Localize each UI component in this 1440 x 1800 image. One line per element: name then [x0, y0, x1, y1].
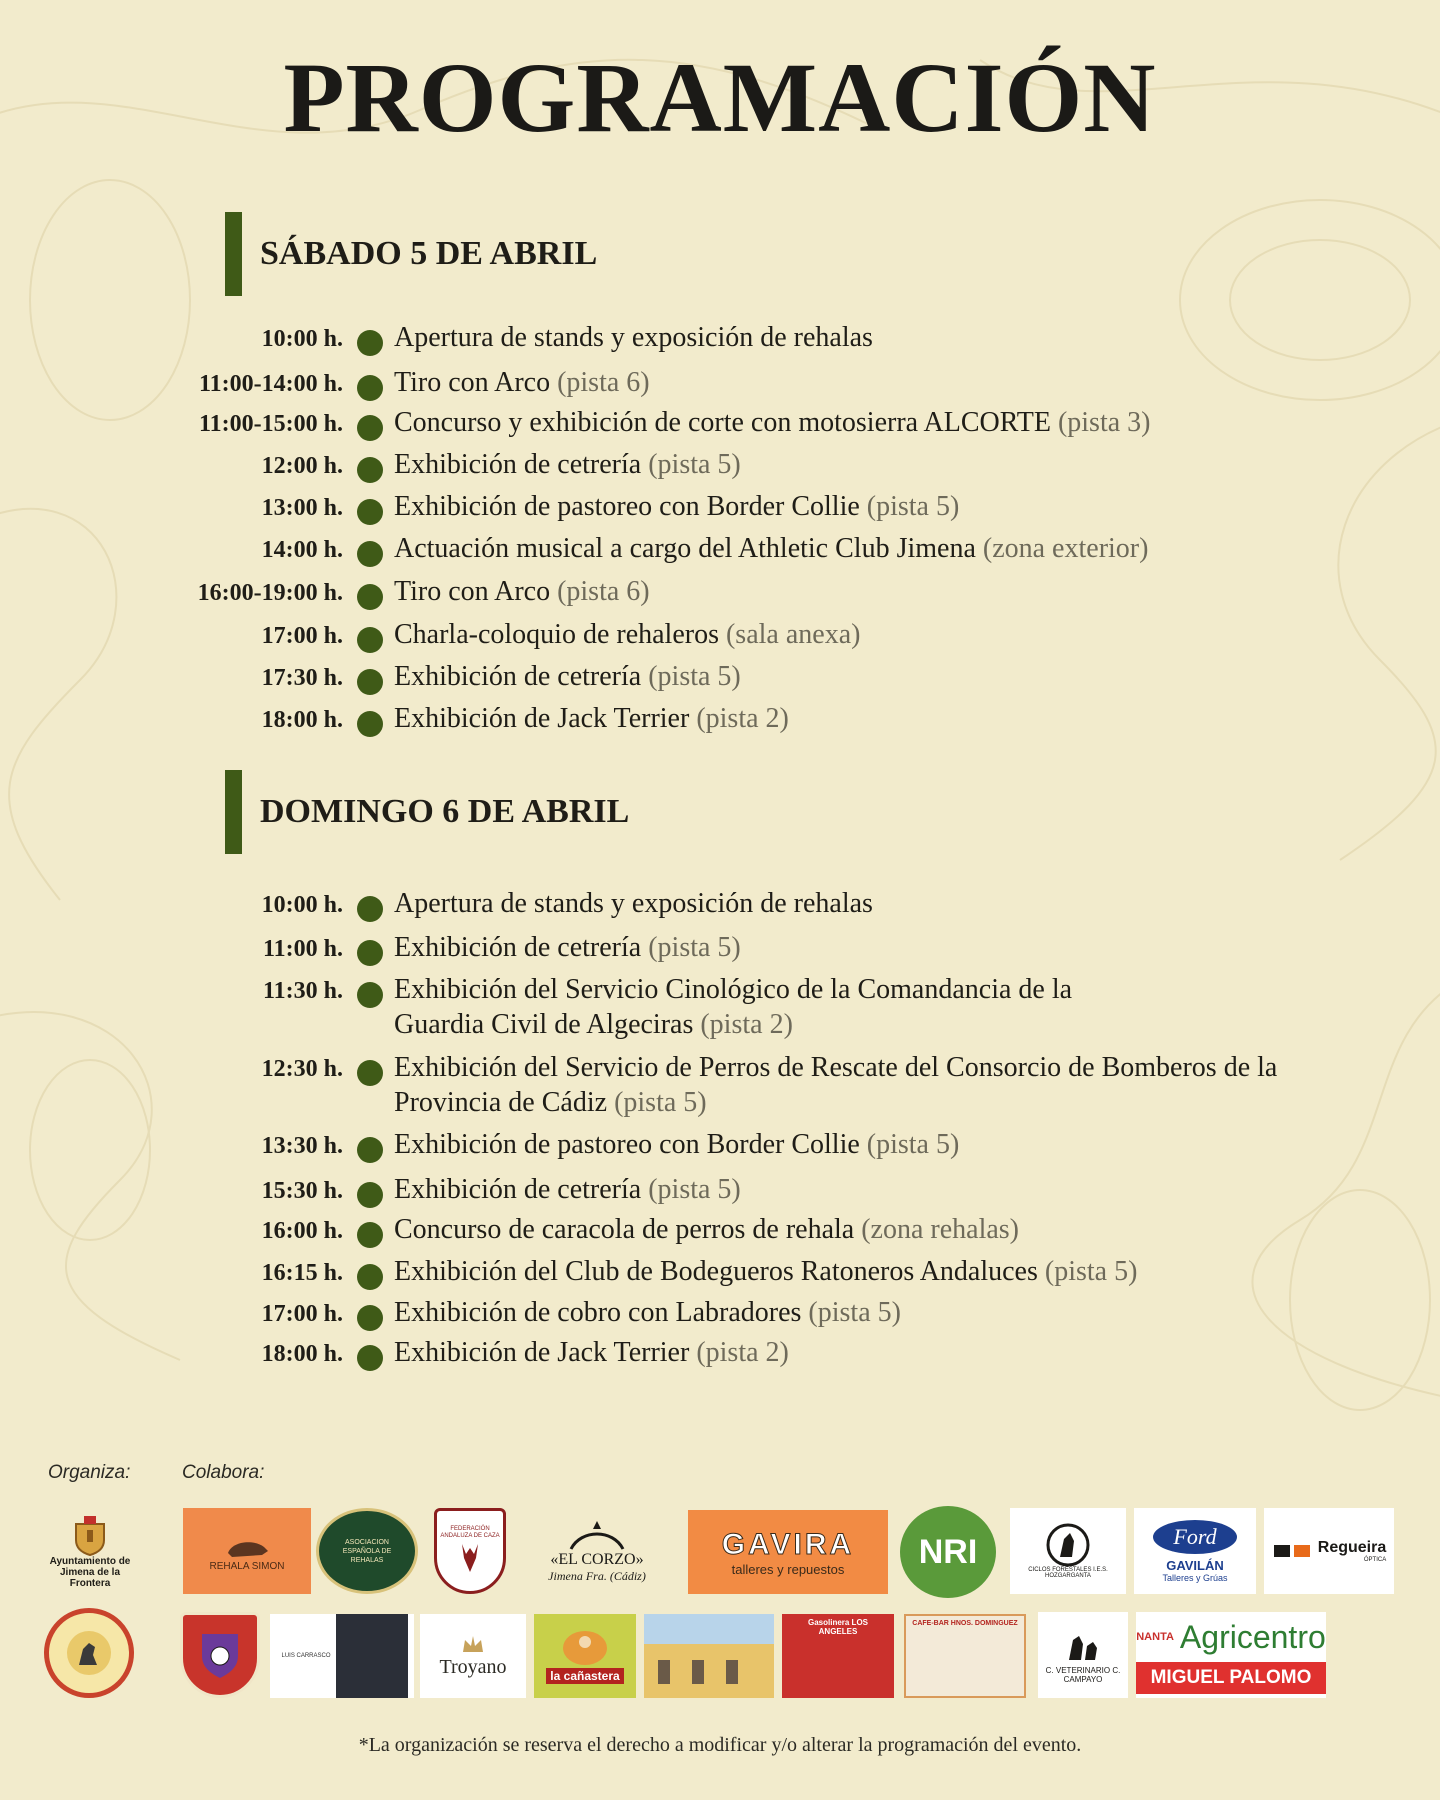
event-title: Actuación musical a cargo del Athletic Club Jimena — [394, 533, 976, 564]
event-venue: (pista 2) — [700, 1009, 793, 1040]
club-shield-logo — [180, 1612, 260, 1698]
rehala-simon-text: REHALA SIMON — [209, 1560, 285, 1572]
troyano-logo — [420, 1614, 526, 1698]
perro-caza-seal-logo — [44, 1608, 134, 1698]
crest-icon — [73, 1514, 107, 1556]
ford-sub: GAVILÁN — [1166, 1557, 1224, 1573]
event-venue: (pista 5) — [648, 932, 741, 963]
schedule-row — [0, 1254, 1440, 1294]
event-title: Apertura de stands y exposición de rehalas — [394, 322, 873, 353]
day-header-sunday — [225, 770, 629, 854]
event-time: 13:00 h. — [261, 495, 343, 521]
event-title: Exhibición de cetrería — [394, 1174, 642, 1205]
bullet-dot — [357, 940, 383, 966]
cafe-bar-logo — [904, 1614, 1026, 1698]
nri-logo — [900, 1506, 996, 1598]
canastera-text: la cañastera — [546, 1668, 623, 1684]
la-canastera-logo — [534, 1614, 636, 1698]
schedule-row — [0, 1172, 1440, 1212]
schedule-row — [0, 1335, 1440, 1375]
event-title: Exhibición de cetrería — [394, 449, 642, 480]
regueira-logo — [1264, 1508, 1394, 1594]
schedule-row — [0, 659, 1440, 699]
event-text — [394, 1254, 1137, 1289]
cafe-bar-text: CAFE-BAR HNOS. DOMINGUEZ — [912, 1620, 1018, 1627]
bullet-dot — [357, 627, 383, 653]
gavira-logo — [688, 1510, 888, 1594]
event-venue: (sala anexa) — [725, 619, 861, 650]
schedule-row — [0, 617, 1440, 657]
event-text — [394, 574, 650, 609]
bullet-dot — [357, 415, 383, 441]
deer-icon — [450, 1540, 490, 1576]
event-time: 18:00 h. — [261, 1341, 343, 1367]
event-venue: (pista 2) — [696, 1337, 789, 1368]
day-accent-bar — [225, 770, 242, 854]
event-title: Exhibición del Servicio de Perros de Rescate del Consorcio de Bomberos de la — [394, 1052, 1278, 1083]
event-text — [394, 405, 1150, 440]
rehala-simon-logo — [183, 1508, 311, 1594]
pets-icon — [1063, 1626, 1103, 1666]
federacion-caza-logo — [434, 1508, 506, 1594]
event-title: Tiro con Arco — [394, 576, 551, 607]
nri-text: NRI — [918, 1532, 978, 1571]
event-venue: (pista 6) — [557, 367, 650, 398]
el-corzo-sub: Jimena Fra. (Cádiz) — [548, 1568, 646, 1583]
day-title: DOMINGO 6 DE ABRIL — [260, 793, 630, 830]
bullet-dot — [357, 1060, 383, 1086]
event-time: 18:00 h. — [261, 707, 343, 733]
schedule-row — [0, 1212, 1440, 1252]
ford-oval: Ford — [1153, 1520, 1237, 1554]
event-text — [394, 1172, 741, 1207]
event-text — [394, 1127, 959, 1162]
bullet-dot — [357, 330, 383, 356]
bullet-dot — [357, 1182, 383, 1208]
federacion-text: FEDERACIÓN ANDALUZA DE CAZA — [440, 1526, 500, 1539]
event-time: 16:00-19:00 h. — [197, 580, 343, 606]
event-title: Concurso de caracola de perros de rehala — [394, 1214, 855, 1245]
agricentro-logo — [1136, 1612, 1326, 1698]
nanta-text: NANTA — [1136, 1631, 1174, 1643]
luis-carrasco-text: LUIS CARRASCO — [281, 1653, 331, 1659]
event-time: 11:00-14:00 h. — [199, 371, 343, 397]
event-text — [394, 886, 873, 921]
canastera-figure-icon — [560, 1628, 610, 1668]
event-venue: (pista 3) — [1057, 407, 1151, 438]
event-venue: (pista 5) — [866, 491, 960, 522]
event-time: 12:30 h. — [261, 1056, 343, 1082]
event-title-line2: Provincia de Cádiz — [394, 1087, 608, 1118]
event-text — [394, 365, 650, 400]
bullet-dot — [357, 1264, 383, 1290]
asociacion-rehalas-logo — [316, 1508, 418, 1594]
disclaimer: *La organización se reserva el derecho a modificar y/o alterar la programación del evento. — [358, 1734, 1082, 1756]
event-time: 17:30 h. — [261, 665, 343, 691]
organiza-label: Organiza: — [48, 1462, 131, 1483]
bullet-dot — [357, 669, 383, 695]
event-time: 16:15 h. — [261, 1260, 343, 1286]
event-venue: (zona rehalas) — [861, 1214, 1020, 1245]
bullet-dot — [357, 375, 383, 401]
ciclos-forestales-logo — [1010, 1508, 1126, 1594]
el-corzo-text: «EL CORZO» — [550, 1550, 644, 1568]
schedule-row — [0, 701, 1440, 741]
event-time: 10:00 h. — [261, 892, 343, 918]
event-title: Concurso y exhibición de corte con motosierra ALCORTE — [394, 407, 1051, 438]
luis-carrasco-logo — [270, 1614, 414, 1698]
day-accent-bar — [225, 212, 242, 296]
event-text — [394, 659, 741, 694]
schedule-row — [0, 1127, 1440, 1167]
event-time: 17:00 h. — [261, 1301, 343, 1327]
event-title: Tiro con Arco — [394, 367, 551, 398]
troyano-text: Troyano — [439, 1655, 507, 1678]
event-title: Exhibición de cobro con Labradores — [394, 1297, 802, 1328]
event-time: 17:00 h. — [261, 623, 343, 649]
schedule-row — [0, 1295, 1440, 1335]
event-venue: (pista 5) — [648, 661, 741, 692]
event-time: 15:30 h. — [261, 1178, 343, 1204]
bullet-dot — [357, 457, 383, 483]
bullet-dot — [357, 541, 383, 567]
event-title: Exhibición de pastoreo con Border Collie — [394, 491, 860, 522]
event-text — [394, 447, 741, 482]
colabora-label: Colabora: — [182, 1462, 265, 1483]
regueira-text: Regueira — [1317, 1539, 1387, 1556]
event-text — [394, 617, 860, 652]
event-text — [394, 531, 1148, 566]
day-title: SÁBADO 5 DE ABRIL — [260, 235, 598, 272]
event-title: Exhibición de cetrería — [394, 932, 642, 963]
dog-icon — [65, 1629, 113, 1677]
event-title: Exhibición de pastoreo con Border Collie — [394, 1129, 860, 1160]
business-card-dark — [336, 1614, 408, 1698]
event-title: Exhibición del Servicio Cinológico de la Comandancia de la — [394, 974, 1073, 1005]
event-time: 11:00-15:00 h. — [199, 411, 343, 437]
el-corzo-logo — [516, 1508, 678, 1594]
schedule-row — [0, 489, 1440, 529]
event-time: 16:00 h. — [261, 1218, 343, 1244]
event-venue: (pista 5) — [648, 1174, 741, 1205]
event-venue: (pista 5) — [648, 449, 741, 480]
schedule-row — [0, 531, 1440, 571]
schedule-row — [0, 365, 1440, 405]
event-text — [394, 489, 959, 524]
event-text — [394, 1212, 1019, 1247]
veterinario-text: C. VETERINARIO C. CAMPAYO — [1045, 1666, 1121, 1684]
event-venue: (pista 5) — [614, 1087, 707, 1118]
ford-gavilan-logo — [1134, 1508, 1256, 1594]
event-title: Exhibición del Club de Bodegueros Ratoneros Andaluces — [394, 1256, 1038, 1287]
event-text — [394, 701, 789, 736]
schedule-row — [0, 972, 1440, 1048]
day-header-saturday — [225, 212, 597, 296]
event-title: Exhibición de cetrería — [394, 661, 642, 692]
event-venue: (pista 2) — [696, 703, 789, 734]
event-time: 10:00 h. — [261, 326, 343, 352]
soccer-ball-icon — [198, 1630, 242, 1680]
schedule-row — [0, 574, 1440, 614]
event-title: Exhibición de Jack Terrier — [394, 703, 690, 734]
asociacion-text: ASOCIACION ESPAÑOLA DE REHALAS — [342, 1538, 392, 1564]
bullet-dot — [357, 1222, 383, 1248]
boar-icon — [224, 1531, 270, 1561]
event-title-line2: Guardia Civil de Algeciras — [394, 1009, 694, 1040]
event-venue: (pista 5) — [808, 1297, 901, 1328]
schedule-row — [0, 447, 1440, 487]
event-title: Exhibición de Jack Terrier — [394, 1337, 690, 1368]
ford-sub2: Talleres y Grúas — [1162, 1572, 1228, 1583]
crown-icon — [461, 1634, 485, 1656]
bullet-dot — [357, 982, 383, 1008]
event-venue: (pista 6) — [557, 576, 650, 607]
event-text — [394, 320, 873, 355]
veterinario-logo — [1038, 1612, 1128, 1698]
agricentro-text: Agricentro — [1179, 1618, 1326, 1655]
bullet-dot — [357, 1305, 383, 1331]
bullet-dot — [357, 1137, 383, 1163]
gasolinera-logo — [782, 1614, 894, 1698]
bullet-dot — [357, 1345, 383, 1371]
gavira-sub: talleres y repuestos — [731, 1561, 845, 1577]
bullet-dot — [357, 711, 383, 737]
gasolinera-text: Gasolinera LOS ANGELES — [807, 1618, 869, 1636]
event-title: Apertura de stands y exposición de rehalas — [394, 888, 873, 919]
event-time: 12:00 h. — [261, 453, 343, 479]
bullet-dot — [357, 499, 383, 525]
bullet-dot — [357, 584, 383, 610]
event-time: 11:30 h. — [262, 978, 343, 1004]
event-time: 11:00 h. — [262, 936, 343, 962]
schedule-row — [0, 886, 1440, 926]
miguel-palomo-banner: MIGUEL PALOMO — [1136, 1662, 1326, 1694]
goat-icon — [1042, 1523, 1094, 1567]
schedule-row — [0, 405, 1440, 445]
ayuntamiento-name: Ayuntamiento de Jimena de la Frontera — [49, 1555, 131, 1589]
building-icon — [644, 1614, 774, 1698]
event-venue: (pista 5) — [1044, 1256, 1138, 1287]
event-time: 14:00 h. — [261, 537, 343, 563]
event-text — [394, 1050, 1277, 1120]
page-title: PROGRAMACIÓN — [283, 42, 1157, 153]
regueira-sub: ÓPTICA — [1363, 1557, 1387, 1563]
event-text — [394, 1295, 901, 1330]
corzo-icon — [567, 1519, 627, 1551]
event-title: Charla-coloquio de rehaleros — [394, 619, 719, 650]
bullet-dot — [357, 896, 383, 922]
event-text — [394, 972, 1072, 1042]
event-text — [394, 1335, 789, 1370]
gavira-text: GAVIRA — [721, 1527, 855, 1561]
schedule-row — [0, 1050, 1440, 1126]
schedule-row — [0, 320, 1440, 360]
ciclos-text: CICLOS FORESTALES I.E.S. HOZGARGANTA — [1028, 1567, 1108, 1579]
event-text — [394, 930, 741, 965]
event-time: 13:30 h. — [261, 1133, 343, 1159]
schedule-row — [0, 930, 1440, 970]
ayuntamiento-logo — [40, 1506, 140, 1596]
glasses-icon — [1272, 1541, 1312, 1561]
building-photo — [644, 1614, 774, 1698]
event-venue: (pista 5) — [866, 1129, 960, 1160]
event-venue: (zona exterior) — [982, 533, 1149, 564]
